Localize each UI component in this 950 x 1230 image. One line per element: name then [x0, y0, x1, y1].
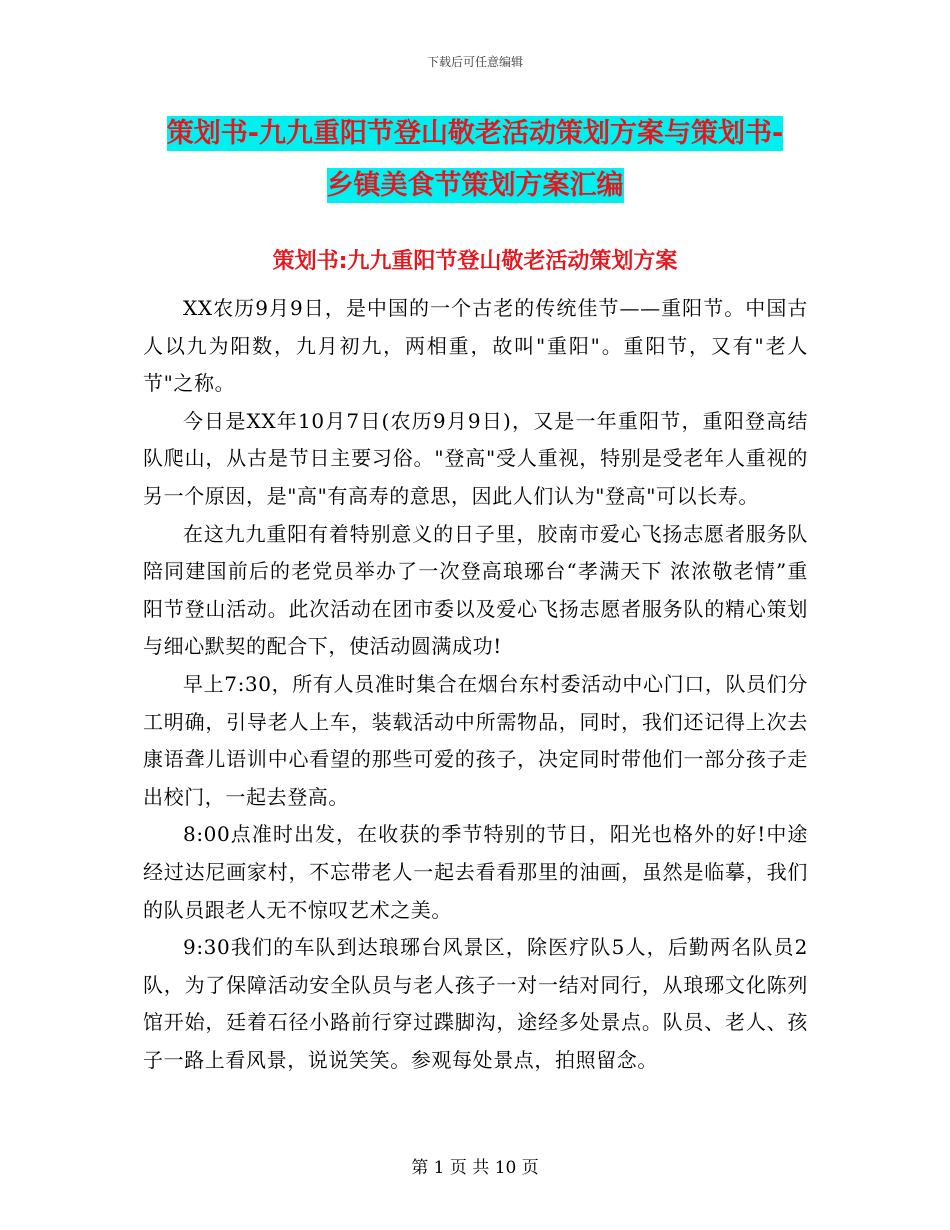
paragraph: 早上7:30，所有人员准时集合在烟台东村委活动中心门口，队员们分工明确，引导老人上车，装载活动中所需物品，同时，我们还记得上次去康语聋儿语训中心看望的那些可爱的孩子，决定同时带他们一部分孩子走出校门，一起去登高。 — [143, 671, 808, 809]
document-title — [0, 108, 950, 212]
paragraph: 在这九九重阳有着特别意义的日子里，胶南市爱心飞扬志愿者服务队陪同建国前后的老党员举办了一次登高琅琊台“孝满天下 浓浓敬老情”重阳节登山活动。此次活动在团市委以及爱心飞扬志愿者服务队的精心策划与细心默契的配合下，使活动圆满成功! — [143, 521, 808, 659]
document-body — [143, 290, 808, 1079]
paragraph: XX农历9月9日，是中国的一个古老的传统佳节——重阳节。中国古人以九为阳数，九月初九，两相重，故叫"重阳"。重阳节，又有"老人节"之称。 — [143, 296, 808, 396]
paragraph: 9:30我们的车队到达琅琊台风景区，除医疗队5人，后勤两名队员2队，为了保障活动安全队员与老人孩子一对一结对同行，从琅琊文化陈列馆开始，廷着石径小路前行穿过蹀脚沟，途经多处景点。队员、老人、孩子一路上看风景，说说笑笑。参观每处景点，拍照留念。 — [143, 935, 808, 1072]
paragraph: 8:00点准时出发，在收获的季节特别的节日，阳光也格外的好!中途经过达尼画家村，不忘带老人一起去看看那里的油画，虽然是临摹，我们的队员跟老人无不惊叹艺术之美。 — [143, 822, 808, 922]
document-title-line-2: 乡镇美食节策划方案汇编 — [326, 170, 624, 201]
header-note: 下载后可任意编辑 — [426, 55, 523, 69]
document-title-line-1: 策划书-九九重阳节登山敬老活动策划方案与策划书- — [166, 118, 784, 149]
page-footer: 第 1 页 共 10 页 — [411, 1158, 539, 1178]
section-title: 策划书:九九重阳节登山敬老活动策划方案 — [272, 249, 678, 274]
paragraph: 今日是XX年10月7日(农历9月9日)，又是一年重阳节，重阳登高结队爬山，从古是节日主要习俗。"登高"受人重视，特别是受老年人重视的另一个原因，是"高"有高寿的意思，因此人们认为"登高"可以长寿。 — [143, 408, 808, 508]
